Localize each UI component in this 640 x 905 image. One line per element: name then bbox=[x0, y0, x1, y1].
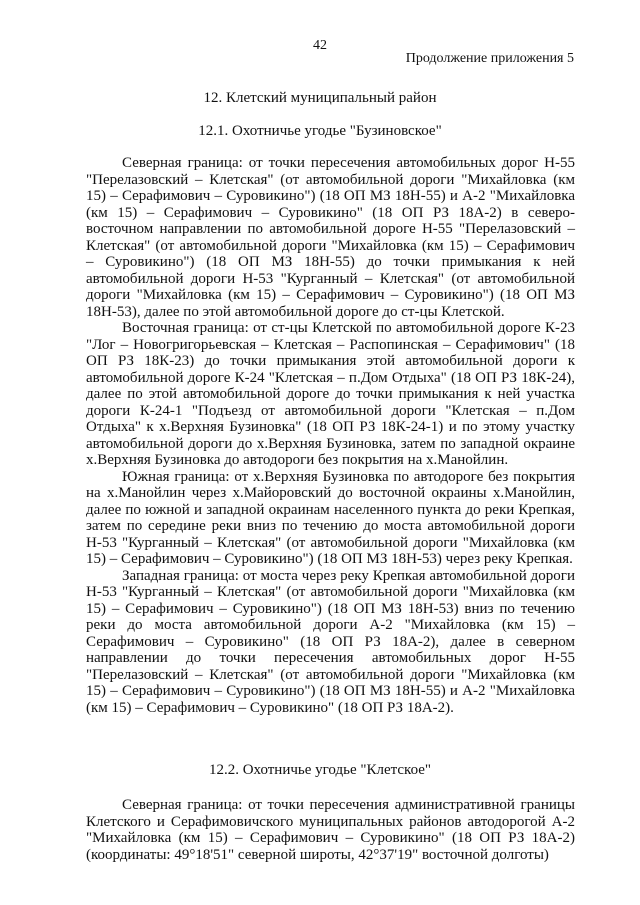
subsection-body-buzinovskoe bbox=[86, 155, 575, 716]
subsection-title-buzinovskoe: 12.1. Охотничье угодье "Бузиновское" bbox=[198, 123, 442, 139]
subsection-body-kletskoe bbox=[86, 797, 575, 863]
northern-boundary-paragraph: Северная граница: от точки пересечения административной границы Клетского и Серафимовичского муниципальных районов автодорогой А-2 "Михайловка (км 15) – Серафимович – Суровикино" (18 ОП РЗ 18А-2) (координаты: 49°18'51" северной широты, 42°37'19" восточной долготы) bbox=[86, 797, 575, 863]
southern-boundary-paragraph: Южная граница: от х.Верхняя Бузиновка по автодороге без покрытия на х.Манойлин через х.Майоровский до восточной окраины х.Манойлин, далее по южной и западной окраинам населенного пункта до реки Крепкая, затем по середине реки вниз по течению до моста автомобильной дороги Н-53 "Курганный – Клетская" (от автомобильной дороги "Михайловка (км 15) – Серафимович – Суровикино") (18 ОП МЗ 18Н-53) через реку Крепкая. bbox=[86, 468, 575, 567]
page-number: 42 bbox=[313, 38, 327, 53]
appendix-continuation-note: Продолжение приложения 5 bbox=[405, 51, 574, 66]
western-boundary-paragraph: Западная граница: от моста через реку Крепкая автомобильной дороги Н-53 "Курганный – Клетская" (от автомобильной дороги "Михайловка (км 15) – Серафимович – Суровикино") (18 ОП МЗ 18Н-53) вниз по течению реки до моста автомобильной дороги А-2 "Михайловка (км 15) – Серафимович – Суровикино" (18 ОП РЗ 18А-2), далее в северном направлении до точки пересечения автомобильных дорог Н-55 "Перелазовский – Клетская" (от автомобильной дороги "Михайловка (км 15) – Серафимович – Суровикино") (18 ОП МЗ 18Н-55) и А-2 "Михайловка (км 15) – Серафимович – Суровикино" (18 ОП РЗ 18А-2). bbox=[86, 567, 575, 716]
northern-boundary-paragraph: Северная граница: от точки пересечения автомобильных дорог Н-55 "Перелазовский – Клетская" (от автомобильной дороги "Михайловка (км 15) – Серафимович – Суровикино") (18 ОП МЗ 18Н-55) и А-2 "Михайловка (км 15) – Серафимович – Суровикино" (18 ОП РЗ 18А-2) в северо-восточном направлении по автомобильной дороге Н-55 "Перелазовский – Клетская" (от автомобильной дороги "Михайловка (км 15) – Серафимович – Суровикино") (18 ОП МЗ 18Н-55) до точки примыкания к ней автомобильной дороги Н-53 "Курганный – Клетская" (от автомобильной дороги "Михайловка (км 15) – Серафимович – Суровикино") (18 ОП МЗ 18Н-53), далее по этой автомобильной дороге до ст-цы Клетской. bbox=[86, 155, 575, 320]
subsection-title-kletskoe: 12.2. Охотничье угодье "Клетское" bbox=[208, 762, 432, 778]
section-title: 12. Клетский муниципальный район bbox=[203, 90, 437, 106]
eastern-boundary-paragraph: Восточная граница: от ст-цы Клетской по автомобильной дороге К-23 "Лог – Новогригорьевская – Клетская – Распопинская – Серафимович" (18 ОП РЗ 18К-23) до точки примыкания этой автомобильной дороги к автомобильной дороге К-24 "Клетская – п.Дом Отдыха" (18 ОП РЗ 18К-24), далее по этой автомобильной дороге до точки примыкания к ней участка дороги К-24-1 "Подъезд от автомобильной дороги "Клетская – п.Дом Отдыха" к х.Верхняя Бузиновка" (18 ОП РЗ 18К-24-1) и по этому участку автомобильной дороги до х.Верхняя Бузиновка, затем по западной окраине х.Верхняя Бузиновка до автодороги без покрытия на х.Манойлин. bbox=[86, 320, 575, 468]
